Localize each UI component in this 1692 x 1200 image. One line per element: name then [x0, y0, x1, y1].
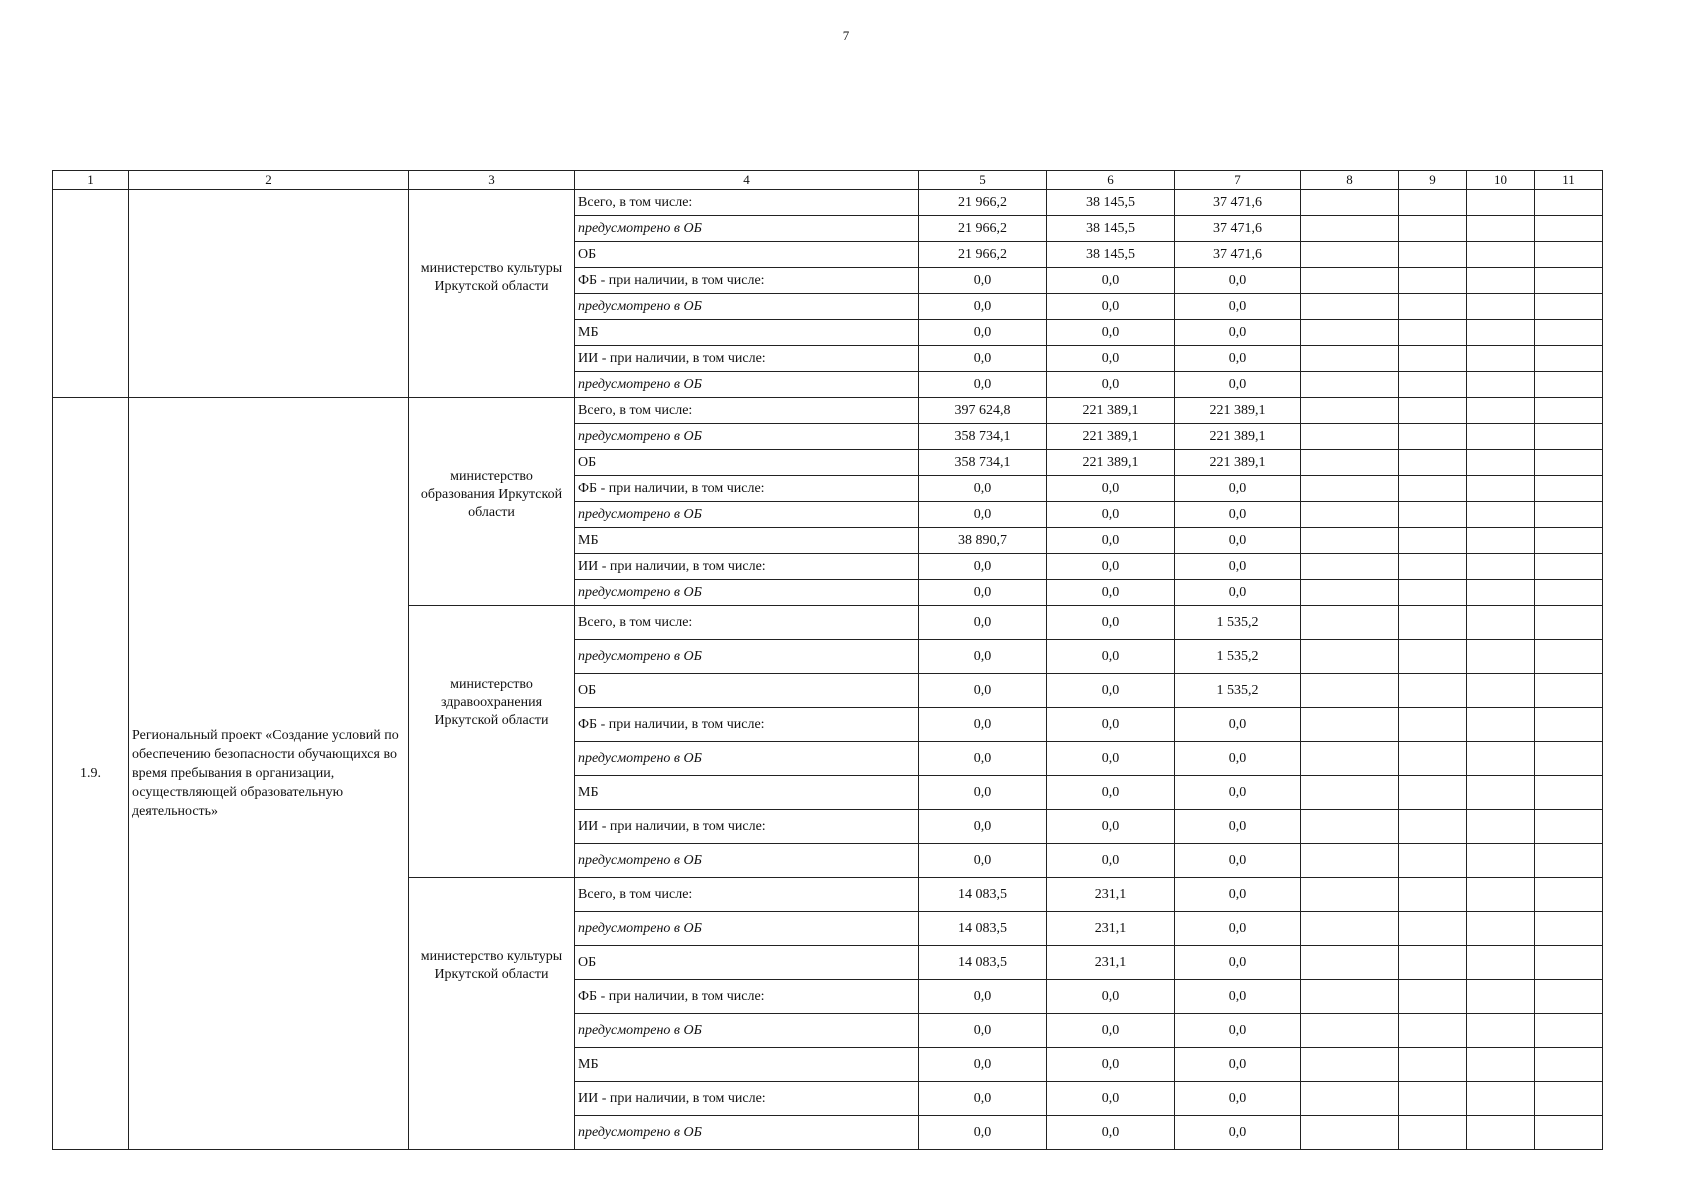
value-col-8: [1301, 242, 1399, 268]
column-header-3: 3: [409, 171, 575, 190]
value-col-10: [1467, 674, 1535, 708]
funding-source: предусмотрено в ОБ: [575, 742, 919, 776]
value-col-6: 0,0: [1047, 1014, 1175, 1048]
value-col-8: [1301, 346, 1399, 372]
value-col-8: [1301, 1014, 1399, 1048]
value-col-11: [1535, 424, 1603, 450]
value-col-9: [1399, 268, 1467, 294]
value-col-9: [1399, 776, 1467, 810]
value-col-6: 0,0: [1047, 1048, 1175, 1082]
value-col-6: 221 389,1: [1047, 450, 1175, 476]
column-header-7: 7: [1175, 171, 1301, 190]
value-col-11: [1535, 346, 1603, 372]
value-col-7: 0,0: [1175, 528, 1301, 554]
value-col-5: 0,0: [919, 640, 1047, 674]
value-col-9: [1399, 878, 1467, 912]
column-header-2: 2: [129, 171, 409, 190]
value-col-6: 231,1: [1047, 912, 1175, 946]
value-col-9: [1399, 810, 1467, 844]
value-col-6: 0,0: [1047, 844, 1175, 878]
value-col-9: [1399, 398, 1467, 424]
value-col-6: 0,0: [1047, 320, 1175, 346]
value-col-5: 0,0: [919, 674, 1047, 708]
value-col-6: 0,0: [1047, 810, 1175, 844]
value-col-8: [1301, 190, 1399, 216]
value-col-11: [1535, 878, 1603, 912]
value-col-9: [1399, 476, 1467, 502]
funding-source: ФБ - при наличии, в том числе:: [575, 980, 919, 1014]
table-row: [53, 190, 1603, 216]
value-col-6: 0,0: [1047, 640, 1175, 674]
value-col-7: 0,0: [1175, 1014, 1301, 1048]
column-header-9: 9: [1399, 171, 1467, 190]
value-col-5: 0,0: [919, 810, 1047, 844]
funding-source: МБ: [575, 528, 919, 554]
value-col-11: [1535, 640, 1603, 674]
value-col-9: [1399, 606, 1467, 640]
value-col-5: 0,0: [919, 502, 1047, 528]
value-col-8: [1301, 294, 1399, 320]
funding-source: предусмотрено в ОБ: [575, 216, 919, 242]
value-col-7: 221 389,1: [1175, 424, 1301, 450]
value-col-10: [1467, 398, 1535, 424]
value-col-8: [1301, 450, 1399, 476]
value-col-7: 37 471,6: [1175, 242, 1301, 268]
value-col-7: 1 535,2: [1175, 640, 1301, 674]
value-col-7: 0,0: [1175, 320, 1301, 346]
value-col-9: [1399, 528, 1467, 554]
funding-source: МБ: [575, 320, 919, 346]
value-col-9: [1399, 844, 1467, 878]
value-col-7: 0,0: [1175, 1082, 1301, 1116]
budget-table: [52, 170, 1603, 1150]
responsible-executor: министерство культуры Иркутской области: [409, 190, 575, 398]
value-col-5: 21 966,2: [919, 216, 1047, 242]
value-col-9: [1399, 674, 1467, 708]
value-col-6: 231,1: [1047, 878, 1175, 912]
responsible-executor: министерство здравоохранения Иркутской области: [409, 606, 575, 878]
value-col-8: [1301, 268, 1399, 294]
value-col-10: [1467, 554, 1535, 580]
value-col-8: [1301, 844, 1399, 878]
value-col-7: 1 535,2: [1175, 606, 1301, 640]
value-col-9: [1399, 640, 1467, 674]
value-col-6: 0,0: [1047, 1116, 1175, 1150]
value-col-10: [1467, 450, 1535, 476]
funding-source: предусмотрено в ОБ: [575, 502, 919, 528]
value-col-10: [1467, 708, 1535, 742]
value-col-11: [1535, 398, 1603, 424]
value-col-8: [1301, 424, 1399, 450]
value-col-5: 21 966,2: [919, 242, 1047, 268]
value-col-8: [1301, 980, 1399, 1014]
value-col-11: [1535, 742, 1603, 776]
funding-source: ИИ - при наличии, в том числе:: [575, 810, 919, 844]
value-col-10: [1467, 268, 1535, 294]
column-header-6: 6: [1047, 171, 1175, 190]
value-col-7: 0,0: [1175, 776, 1301, 810]
value-col-8: [1301, 674, 1399, 708]
value-col-8: [1301, 554, 1399, 580]
value-col-11: [1535, 810, 1603, 844]
item-number: [53, 190, 129, 398]
column-header-10: 10: [1467, 171, 1535, 190]
value-col-8: [1301, 476, 1399, 502]
value-col-10: [1467, 424, 1535, 450]
value-col-6: 0,0: [1047, 742, 1175, 776]
value-col-7: 0,0: [1175, 980, 1301, 1014]
value-col-8: [1301, 742, 1399, 776]
column-header-11: 11: [1535, 171, 1603, 190]
value-col-11: [1535, 1048, 1603, 1082]
value-col-7: 0,0: [1175, 708, 1301, 742]
value-col-10: [1467, 776, 1535, 810]
value-col-9: [1399, 502, 1467, 528]
value-col-5: 14 083,5: [919, 946, 1047, 980]
value-col-11: [1535, 844, 1603, 878]
value-col-10: [1467, 844, 1535, 878]
funding-source: ФБ - при наличии, в том числе:: [575, 268, 919, 294]
value-col-11: [1535, 580, 1603, 606]
value-col-6: 0,0: [1047, 674, 1175, 708]
value-col-10: [1467, 912, 1535, 946]
funding-source: ИИ - при наличии, в том числе:: [575, 554, 919, 580]
value-col-5: 397 624,8: [919, 398, 1047, 424]
value-col-10: [1467, 190, 1535, 216]
value-col-10: [1467, 1014, 1535, 1048]
value-col-10: [1467, 580, 1535, 606]
value-col-6: 0,0: [1047, 502, 1175, 528]
value-col-11: [1535, 268, 1603, 294]
value-col-8: [1301, 528, 1399, 554]
value-col-5: 0,0: [919, 346, 1047, 372]
funding-source: ОБ: [575, 946, 919, 980]
value-col-11: [1535, 294, 1603, 320]
funding-source: предусмотрено в ОБ: [575, 844, 919, 878]
value-col-5: 21 966,2: [919, 190, 1047, 216]
value-col-5: 0,0: [919, 580, 1047, 606]
value-col-7: 0,0: [1175, 946, 1301, 980]
value-col-5: 0,0: [919, 1048, 1047, 1082]
value-col-6: 38 145,5: [1047, 216, 1175, 242]
value-col-11: [1535, 190, 1603, 216]
funding-source: ФБ - при наличии, в том числе:: [575, 476, 919, 502]
funding-source: предусмотрено в ОБ: [575, 424, 919, 450]
value-col-6: 0,0: [1047, 580, 1175, 606]
value-col-7: 1 535,2: [1175, 674, 1301, 708]
value-col-5: 14 083,5: [919, 878, 1047, 912]
value-col-9: [1399, 216, 1467, 242]
value-col-8: [1301, 216, 1399, 242]
value-col-5: 0,0: [919, 1082, 1047, 1116]
item-number: 1.9.: [53, 398, 129, 1150]
value-col-6: 0,0: [1047, 1082, 1175, 1116]
value-col-8: [1301, 776, 1399, 810]
value-col-5: 0,0: [919, 1014, 1047, 1048]
value-col-11: [1535, 980, 1603, 1014]
value-col-9: [1399, 450, 1467, 476]
value-col-5: 0,0: [919, 320, 1047, 346]
value-col-6: 0,0: [1047, 294, 1175, 320]
value-col-5: 0,0: [919, 372, 1047, 398]
value-col-9: [1399, 320, 1467, 346]
value-col-6: 38 145,5: [1047, 190, 1175, 216]
value-col-9: [1399, 580, 1467, 606]
value-col-8: [1301, 708, 1399, 742]
value-col-5: 0,0: [919, 554, 1047, 580]
value-col-9: [1399, 946, 1467, 980]
value-col-10: [1467, 946, 1535, 980]
value-col-8: [1301, 640, 1399, 674]
value-col-11: [1535, 776, 1603, 810]
value-col-7: 0,0: [1175, 346, 1301, 372]
value-col-5: 0,0: [919, 776, 1047, 810]
value-col-7: 0,0: [1175, 912, 1301, 946]
value-col-7: 0,0: [1175, 742, 1301, 776]
value-col-7: 0,0: [1175, 1048, 1301, 1082]
value-col-9: [1399, 1116, 1467, 1150]
value-col-6: 0,0: [1047, 372, 1175, 398]
value-col-8: [1301, 1082, 1399, 1116]
value-col-9: [1399, 742, 1467, 776]
value-col-5: 38 890,7: [919, 528, 1047, 554]
value-col-7: 0,0: [1175, 294, 1301, 320]
value-col-5: 0,0: [919, 1116, 1047, 1150]
column-header-5: 5: [919, 171, 1047, 190]
value-col-8: [1301, 946, 1399, 980]
value-col-6: 231,1: [1047, 946, 1175, 980]
value-col-8: [1301, 372, 1399, 398]
value-col-11: [1535, 912, 1603, 946]
value-col-7: 0,0: [1175, 878, 1301, 912]
value-col-10: [1467, 606, 1535, 640]
funding-source: Всего, в том числе:: [575, 606, 919, 640]
funding-source: предусмотрено в ОБ: [575, 580, 919, 606]
value-col-11: [1535, 674, 1603, 708]
value-col-8: [1301, 502, 1399, 528]
value-col-10: [1467, 476, 1535, 502]
value-col-6: 0,0: [1047, 606, 1175, 640]
value-col-10: [1467, 1082, 1535, 1116]
value-col-7: 0,0: [1175, 502, 1301, 528]
value-col-5: 0,0: [919, 980, 1047, 1014]
value-col-9: [1399, 294, 1467, 320]
funding-source: ФБ - при наличии, в том числе:: [575, 708, 919, 742]
value-col-10: [1467, 640, 1535, 674]
value-col-8: [1301, 1048, 1399, 1082]
funding-source: предусмотрено в ОБ: [575, 372, 919, 398]
table-body: [53, 190, 1603, 1150]
value-col-6: 0,0: [1047, 268, 1175, 294]
value-col-10: [1467, 528, 1535, 554]
value-col-7: 0,0: [1175, 810, 1301, 844]
value-col-6: 221 389,1: [1047, 398, 1175, 424]
value-col-7: 0,0: [1175, 554, 1301, 580]
item-name: [129, 190, 409, 398]
value-col-10: [1467, 320, 1535, 346]
funding-source: Всего, в том числе:: [575, 878, 919, 912]
value-col-8: [1301, 1116, 1399, 1150]
value-col-5: 0,0: [919, 742, 1047, 776]
value-col-6: 0,0: [1047, 476, 1175, 502]
value-col-6: 0,0: [1047, 528, 1175, 554]
funding-source: МБ: [575, 776, 919, 810]
value-col-10: [1467, 216, 1535, 242]
column-header-1: 1: [53, 171, 129, 190]
funding-source: ИИ - при наличии, в том числе:: [575, 1082, 919, 1116]
value-col-7: 221 389,1: [1175, 450, 1301, 476]
value-col-7: 0,0: [1175, 372, 1301, 398]
value-col-10: [1467, 878, 1535, 912]
value-col-11: [1535, 372, 1603, 398]
value-col-7: 37 471,6: [1175, 216, 1301, 242]
value-col-9: [1399, 708, 1467, 742]
value-col-10: [1467, 1048, 1535, 1082]
value-col-5: 358 734,1: [919, 424, 1047, 450]
value-col-9: [1399, 372, 1467, 398]
value-col-11: [1535, 242, 1603, 268]
value-col-8: [1301, 320, 1399, 346]
value-col-9: [1399, 242, 1467, 268]
funding-source: предусмотрено в ОБ: [575, 640, 919, 674]
value-col-10: [1467, 346, 1535, 372]
column-header-4: 4: [575, 171, 919, 190]
value-col-9: [1399, 980, 1467, 1014]
value-col-6: 0,0: [1047, 708, 1175, 742]
value-col-9: [1399, 424, 1467, 450]
value-col-8: [1301, 912, 1399, 946]
funding-source: предусмотрено в ОБ: [575, 912, 919, 946]
value-col-8: [1301, 810, 1399, 844]
value-col-11: [1535, 450, 1603, 476]
value-col-11: [1535, 1116, 1603, 1150]
value-col-11: [1535, 1014, 1603, 1048]
value-col-9: [1399, 554, 1467, 580]
funding-source: предусмотрено в ОБ: [575, 294, 919, 320]
value-col-7: 0,0: [1175, 268, 1301, 294]
funding-source: предусмотрено в ОБ: [575, 1116, 919, 1150]
value-col-9: [1399, 912, 1467, 946]
responsible-executor: министерство культуры Иркутской области: [409, 878, 575, 1150]
item-name: Региональный проект «Создание условий по обеспечению безопасности обучающихся во время пребывания в организации, осуществляющей образовательную деятельность»: [129, 398, 409, 1150]
value-col-7: 0,0: [1175, 1116, 1301, 1150]
value-col-5: 14 083,5: [919, 912, 1047, 946]
value-col-7: 221 389,1: [1175, 398, 1301, 424]
funding-source: предусмотрено в ОБ: [575, 1014, 919, 1048]
value-col-11: [1535, 216, 1603, 242]
value-col-8: [1301, 398, 1399, 424]
value-col-9: [1399, 190, 1467, 216]
value-col-11: [1535, 1082, 1603, 1116]
value-col-11: [1535, 606, 1603, 640]
value-col-8: [1301, 878, 1399, 912]
value-col-5: 0,0: [919, 708, 1047, 742]
value-col-6: 221 389,1: [1047, 424, 1175, 450]
value-col-7: 0,0: [1175, 580, 1301, 606]
value-col-10: [1467, 742, 1535, 776]
column-header-row: [53, 171, 1603, 190]
value-col-7: 0,0: [1175, 476, 1301, 502]
page-number: 7: [842, 28, 850, 43]
funding-source: Всего, в том числе:: [575, 398, 919, 424]
value-col-5: 0,0: [919, 268, 1047, 294]
value-col-10: [1467, 810, 1535, 844]
value-col-10: [1467, 372, 1535, 398]
value-col-6: 0,0: [1047, 776, 1175, 810]
funding-source: ОБ: [575, 450, 919, 476]
value-col-5: 0,0: [919, 476, 1047, 502]
value-col-5: 0,0: [919, 606, 1047, 640]
value-col-11: [1535, 476, 1603, 502]
funding-source: ИИ - при наличии, в том числе:: [575, 346, 919, 372]
value-col-10: [1467, 980, 1535, 1014]
value-col-11: [1535, 528, 1603, 554]
value-col-9: [1399, 346, 1467, 372]
value-col-6: 0,0: [1047, 554, 1175, 580]
value-col-8: [1301, 606, 1399, 640]
funding-source: МБ: [575, 1048, 919, 1082]
value-col-11: [1535, 708, 1603, 742]
value-col-10: [1467, 242, 1535, 268]
funding-source: ОБ: [575, 242, 919, 268]
responsible-executor: министерство образования Иркутской области: [409, 398, 575, 606]
value-col-6: 0,0: [1047, 980, 1175, 1014]
value-col-9: [1399, 1048, 1467, 1082]
value-col-5: 0,0: [919, 294, 1047, 320]
value-col-6: 0,0: [1047, 346, 1175, 372]
value-col-10: [1467, 502, 1535, 528]
value-col-5: 0,0: [919, 844, 1047, 878]
value-col-11: [1535, 502, 1603, 528]
column-header-8: 8: [1301, 171, 1399, 190]
value-col-10: [1467, 1116, 1535, 1150]
value-col-5: 358 734,1: [919, 450, 1047, 476]
value-col-7: 0,0: [1175, 844, 1301, 878]
value-col-11: [1535, 946, 1603, 980]
value-col-11: [1535, 554, 1603, 580]
funding-source: ОБ: [575, 674, 919, 708]
value-col-6: 38 145,5: [1047, 242, 1175, 268]
value-col-8: [1301, 580, 1399, 606]
value-col-10: [1467, 294, 1535, 320]
value-col-9: [1399, 1082, 1467, 1116]
value-col-11: [1535, 320, 1603, 346]
funding-source: Всего, в том числе:: [575, 190, 919, 216]
table-row: [53, 398, 1603, 424]
value-col-7: 37 471,6: [1175, 190, 1301, 216]
value-col-9: [1399, 1014, 1467, 1048]
